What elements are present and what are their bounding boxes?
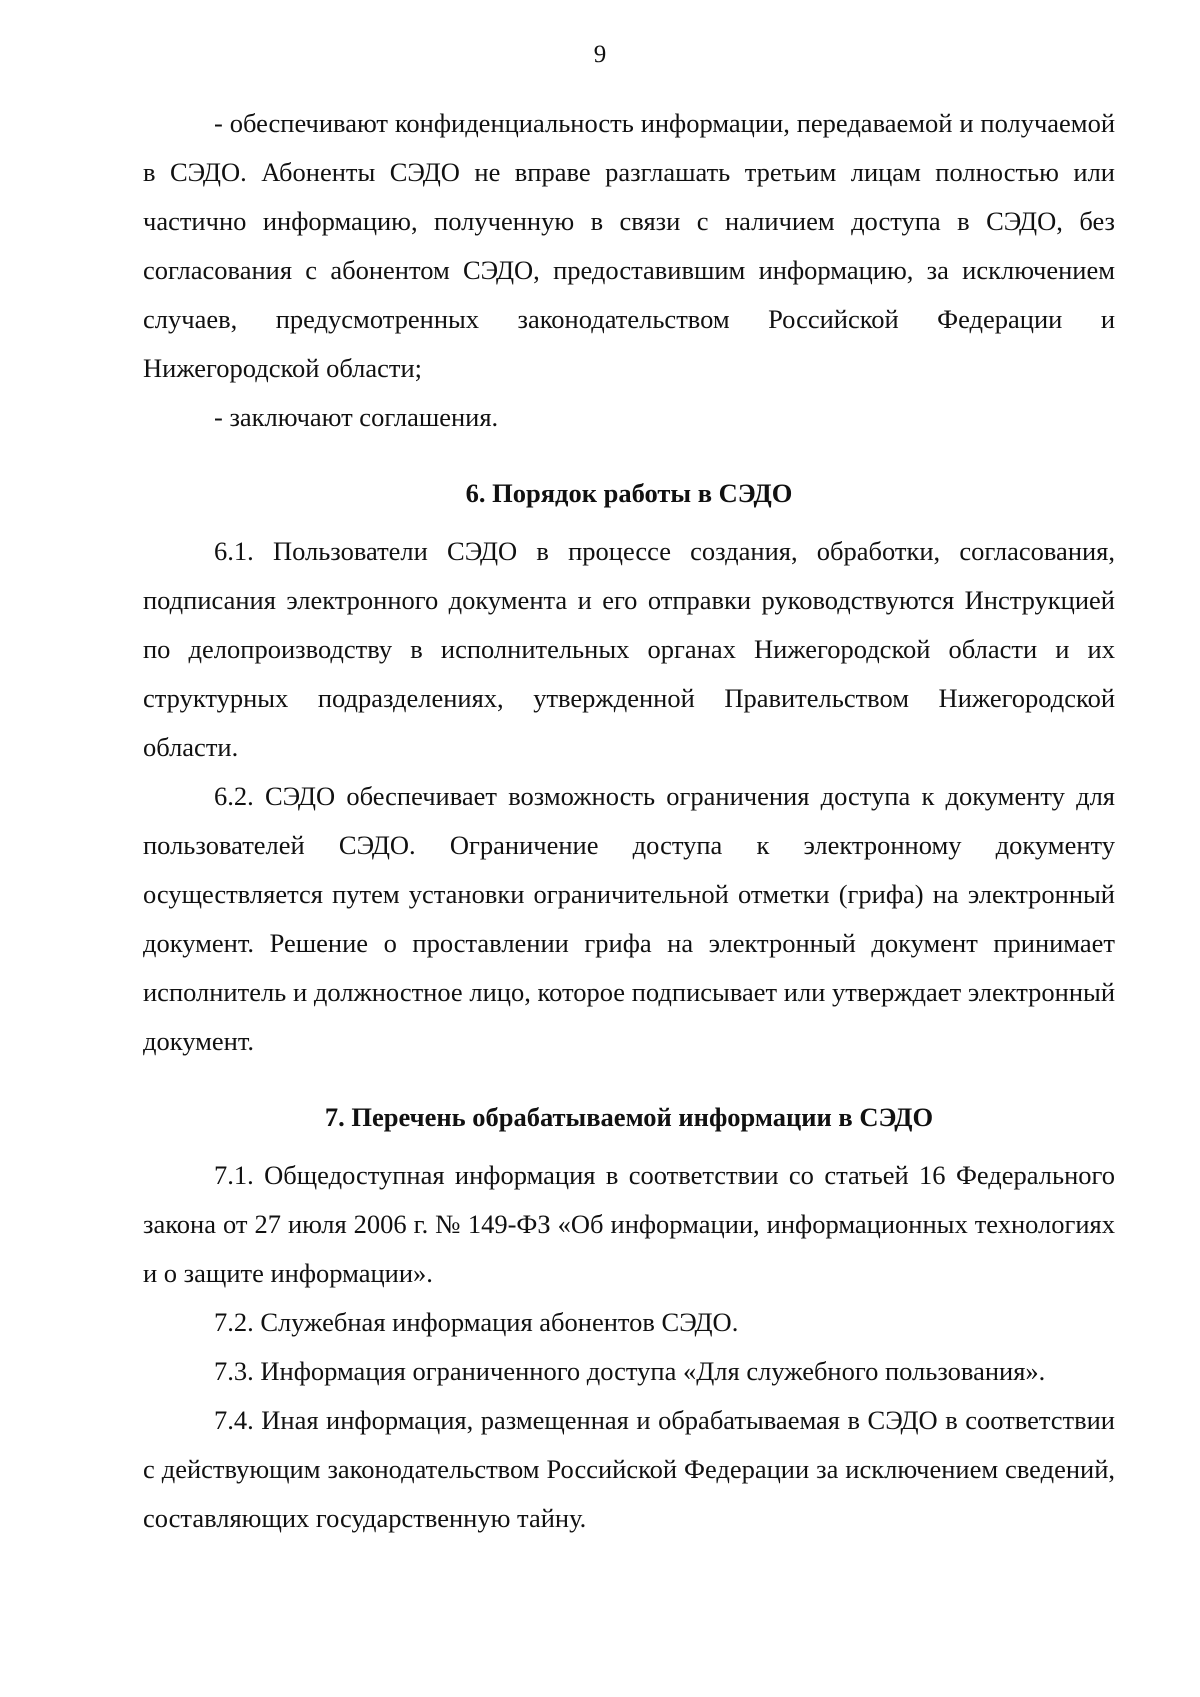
paragraph-7-1: 7.1. Общедоступная информация в соответствии со статьей 16 Федерального закона от 27 июля 2006 г. № 149-ФЗ «Об информации, информационных технологиях и о защите информации». xyxy=(143,1160,1115,1288)
paragraph-confidentiality: - обеспечивают конфиденциальность информации, передаваемой и получаемой в СЭДО. Абоненты СЭДО не вправе разглашать третьим лицам полностью или частично информацию, полученную в связи с наличием доступа в СЭДО, без согласования с абонентом СЭДО, предоставившим информацию, за исключением случаев, предусмотренных законодательством Российской Федерации и Нижегородской области; xyxy=(143,108,1115,383)
paragraph-7-2: 7.2. Служебная информация абонентов СЭДО. xyxy=(214,1307,739,1337)
paragraph-agreements: - заключают соглашения. xyxy=(214,402,499,432)
page-number: 9 xyxy=(593,41,607,68)
document-body xyxy=(143,99,1115,1543)
paragraph-6-2: 6.2. СЭДО обеспечивает возможность ограничения доступа к документу для пользователей СЭДО. Ограничение доступа к электронному документу осуществляется путем установки ограничительной отметки (грифа) на электронный документ. Решение о проставлении грифа на электронный документ принимает исполнитель и должностное лицо, которое подписывает или утверждает электронный документ. xyxy=(143,781,1115,1056)
paragraph-7-4: 7.4. Иная информация, размещенная и обрабатываемая в СЭДО в соответствии с действующим законодательством Российской Федерации за исключением сведений, составляющих государственную тайну. xyxy=(143,1405,1115,1533)
paragraph-7-3: 7.3. Информация ограниченного доступа «Для служебного пользования». xyxy=(214,1356,1046,1386)
section-7-heading: 7. Перечень обрабатываемой информации в СЭДО xyxy=(324,1102,934,1132)
section-6-heading: 6. Порядок работы в СЭДО xyxy=(465,478,793,508)
paragraph-6-1: 6.1. Пользователи СЭДО в процессе создания, обработки, согласования, подписания электронного документа и его отправки руководствуются Инструкцией по делопроизводству в исполнительных органах Нижегородской области и их структурных подразделениях, утвержденной Правительством Нижегородской области. xyxy=(143,536,1115,762)
